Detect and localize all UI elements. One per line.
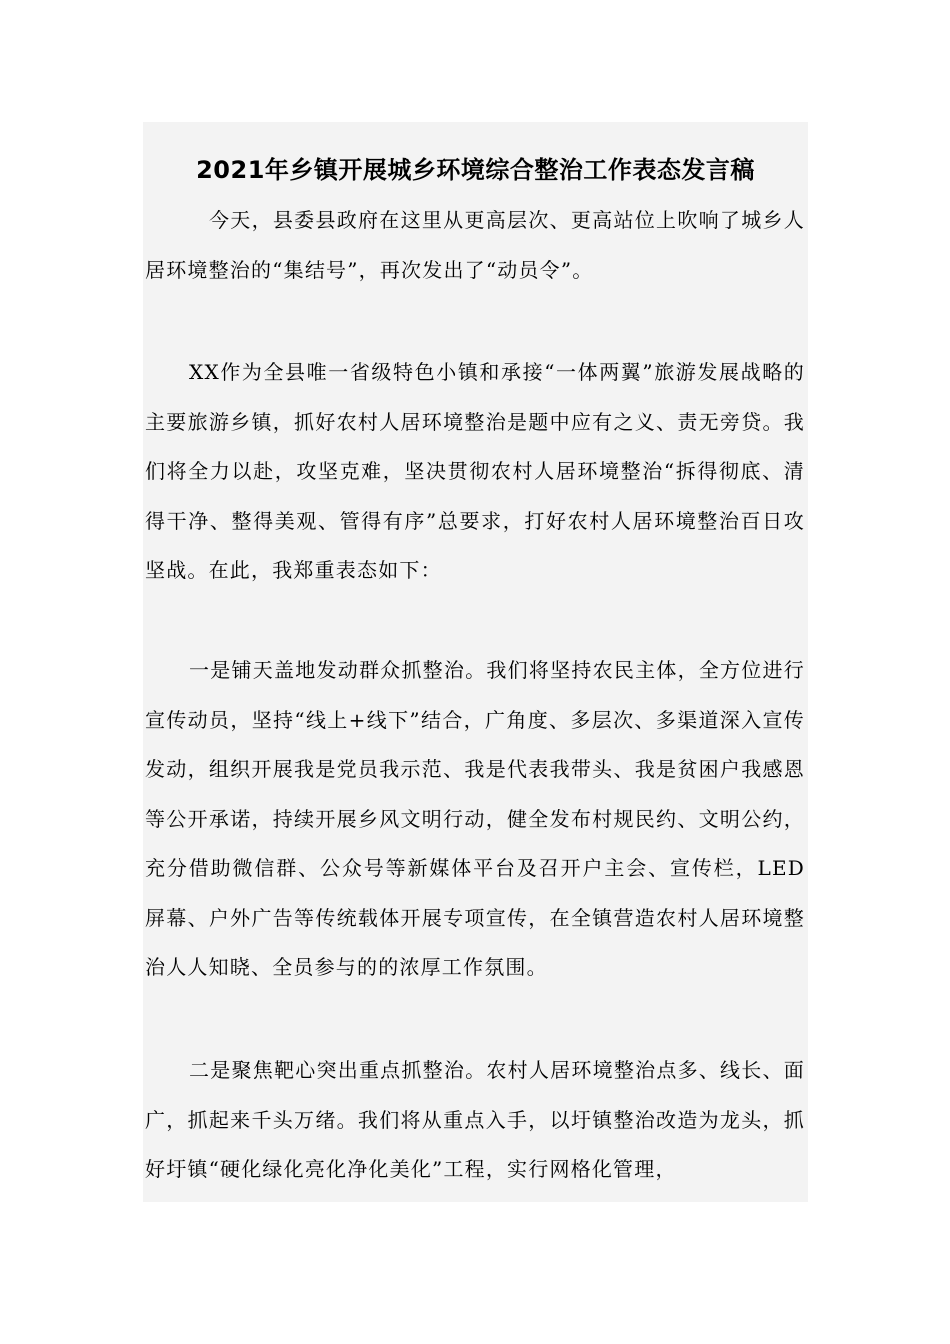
paragraph-commitment: XX作为全县唯一省级特色小镇和承接“一体两翼”旅游发展战略的主要旅游乡镇，抓好农村人居环境整治是题中应有之义、责无旁贷。我们将全力以赴，攻坚克难，坚决贯彻农村人居环境整治“拆得彻底、清得干净、整得美观、管得有序”总要求，打好农村人居环境整治百日攻坚战。在此，我郑重表态如下： <box>145 360 805 582</box>
document-title: 2021年乡镇开展城乡环境综合整治工作表态发言稿 <box>196 156 755 185</box>
paragraph-intro: 今天，县委县政府在这里从更高层次、更高站位上吹响了城乡人居环境整治的“集结号”，再次发出了“动员令”。 <box>145 208 805 282</box>
paragraph-point-two: 二是聚焦靶心突出重点抓整治。农村人居环境整治点多、线长、面广，抓起来千头万绪。我们将从重点入手，以圩镇整治改造为龙头，抓好圩镇“硬化绿化亮化净化美化”工程，实行网格化管理， <box>145 1058 805 1181</box>
paragraph-point-one: 一是铺天盖地发动群众抓整治。我们将坚持农民主体，全方位进行宣传动员，坚持“线上+线下”结合，广角度、多层次、多渠道深入宣传发动，组织开展我是党员我示范、我是代表我带头、我是贫困户我感恩等公开承诺，持续开展乡风文明行动，健全发布村规民约、文明公约，充分借助微信群、公众号等新媒体平台及召开户主会、宣传栏，LED屏幕、户外广告等传统载体开展专项宣传，在全镇营造农村人居环境整治人人知晓、全员参与的的浓厚工作氛围。 <box>145 658 805 979</box>
